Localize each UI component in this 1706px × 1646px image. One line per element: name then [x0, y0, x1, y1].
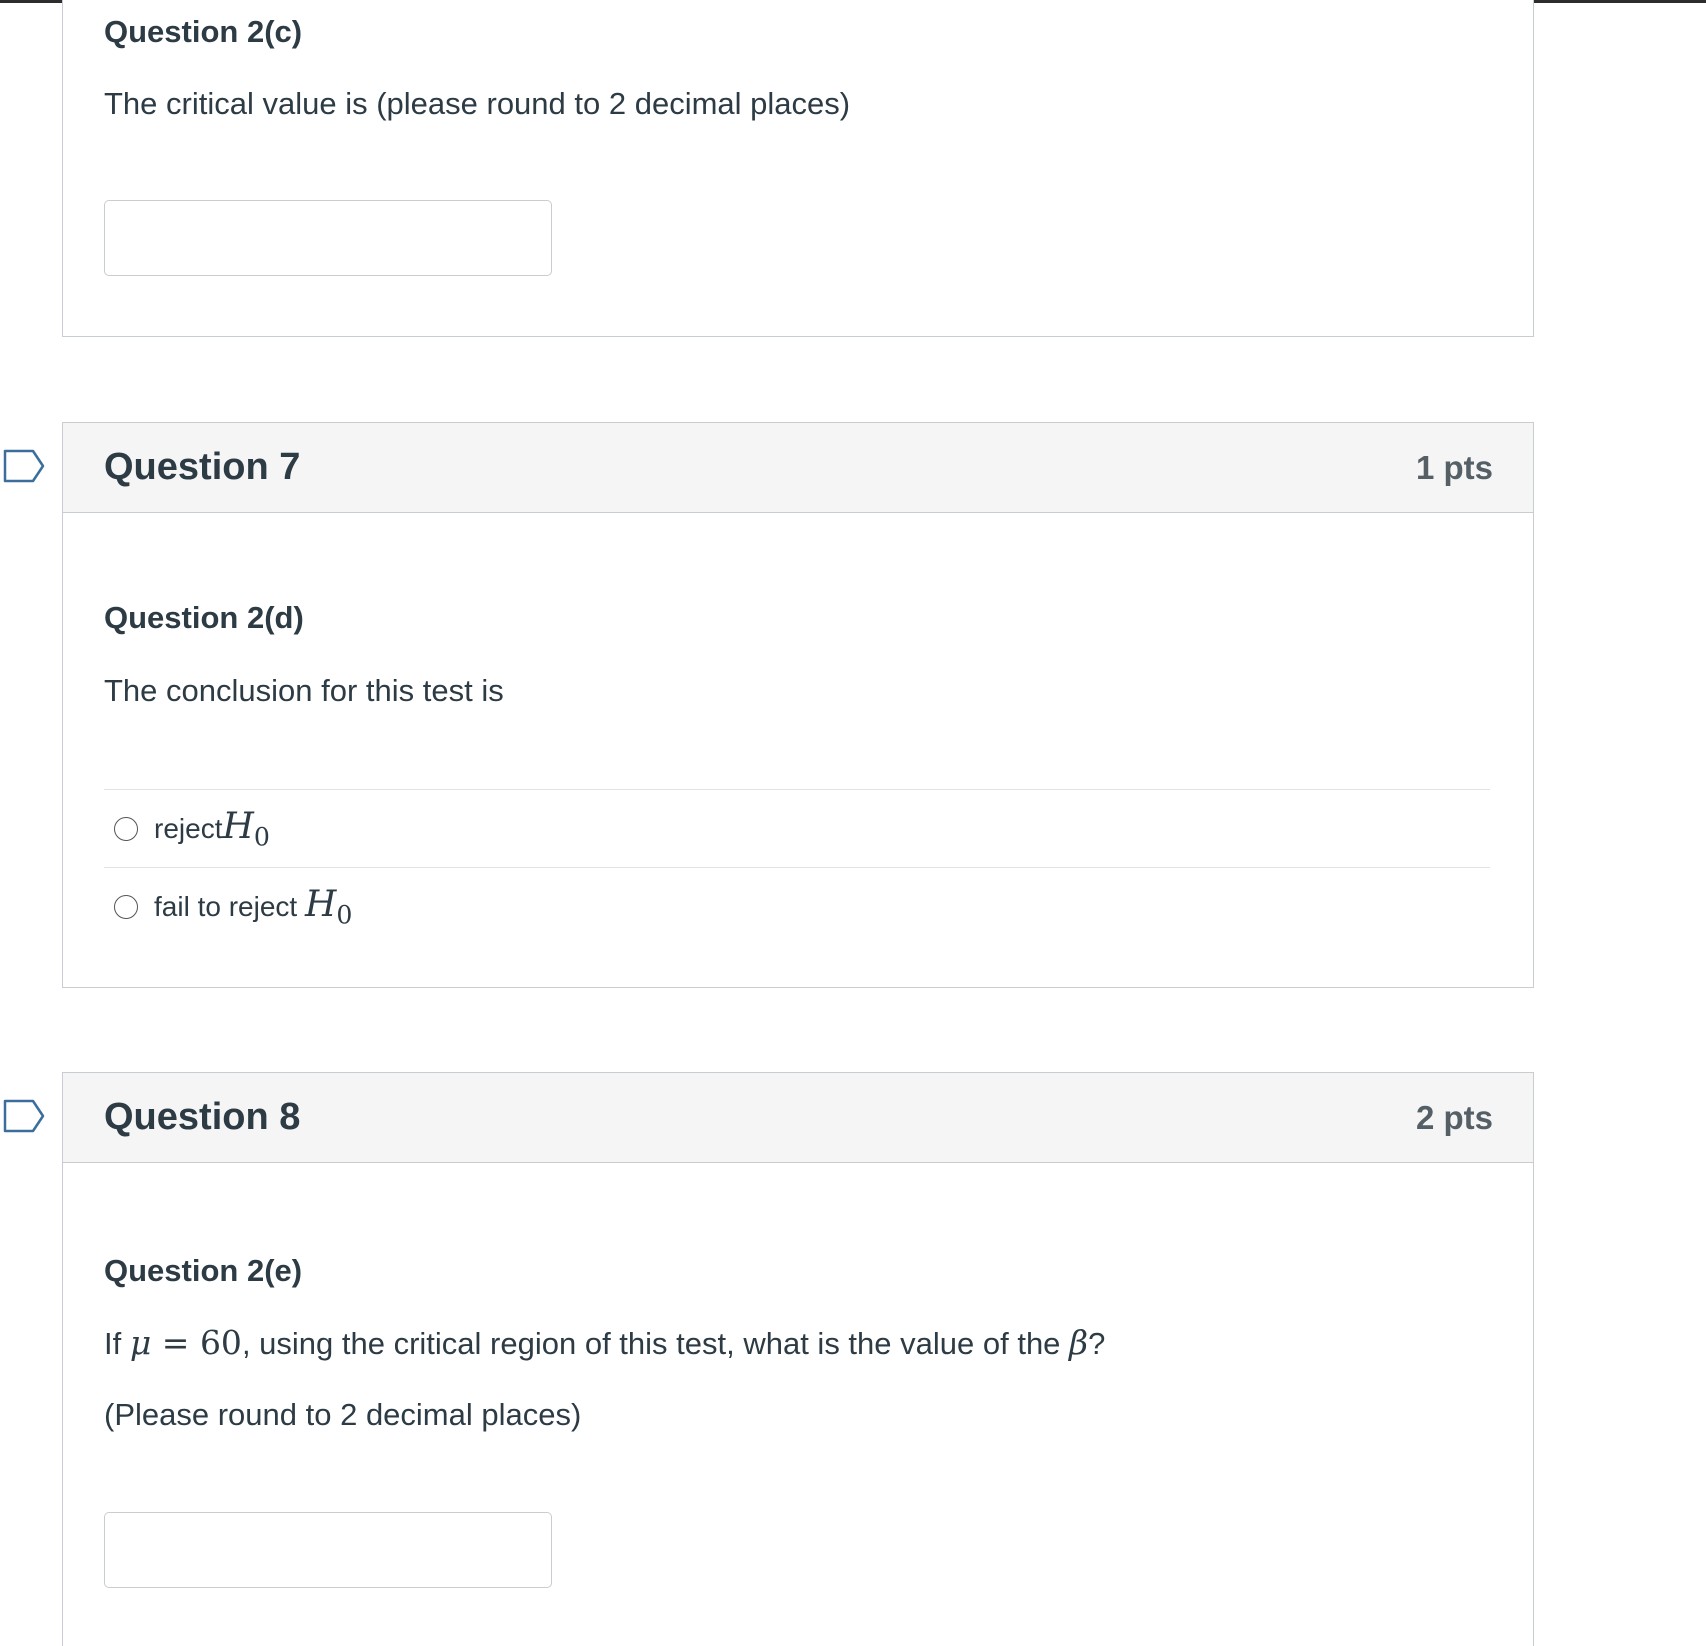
question-prompt: The conclusion for this test is [104, 673, 504, 708]
question-points: 1 pts [1415, 448, 1493, 486]
flag-question-8-icon[interactable] [3, 1099, 45, 1133]
question-title: Question 8 [104, 1096, 301, 1138]
question-title: Question 7 [104, 446, 301, 488]
radio-button[interactable] [114, 817, 138, 841]
question-prompt: The critical value is (please round to 2 decimal places) [104, 86, 851, 121]
question-prompt: If μ = 60, using the critical region of this test, what is the value of the β? [104, 1323, 1106, 1362]
question-points: 2 pts [1415, 1098, 1493, 1136]
answer-label [154, 884, 352, 930]
question-subtitle: Question 2(e) [104, 1253, 303, 1288]
hypothesis-symbol: $H_0$ [222, 805, 270, 852]
answer-option-fail-to-reject[interactable] [104, 867, 1490, 945]
radio-button[interactable] [114, 895, 138, 919]
flag-question-7-icon[interactable] [3, 449, 45, 483]
critical-value-input[interactable] [104, 200, 552, 276]
answer-option-reject[interactable] [104, 789, 1490, 867]
question-card-8 [62, 1072, 1534, 1646]
mu-value: 60 [199, 1323, 242, 1362]
answer-options [104, 789, 1490, 945]
question-card-2c [62, 0, 1534, 337]
answer-label [154, 806, 270, 852]
question-header [63, 1073, 1533, 1163]
rounding-note: (Please round to 2 decimal places) [104, 1397, 582, 1432]
question-card-7 [62, 422, 1534, 988]
question-header [63, 423, 1533, 513]
question-subtitle: Question 2(c) [104, 14, 303, 49]
answer-text: reject [154, 812, 223, 844]
beta-symbol: β [1069, 1323, 1089, 1362]
beta-value-input[interactable] [104, 1512, 552, 1588]
hypothesis-symbol: $H_0$ [304, 883, 353, 930]
mu-symbol: μ [129, 1323, 152, 1362]
answer-text: fail to reject [154, 890, 305, 922]
question-subtitle: Question 2(d) [104, 600, 304, 635]
